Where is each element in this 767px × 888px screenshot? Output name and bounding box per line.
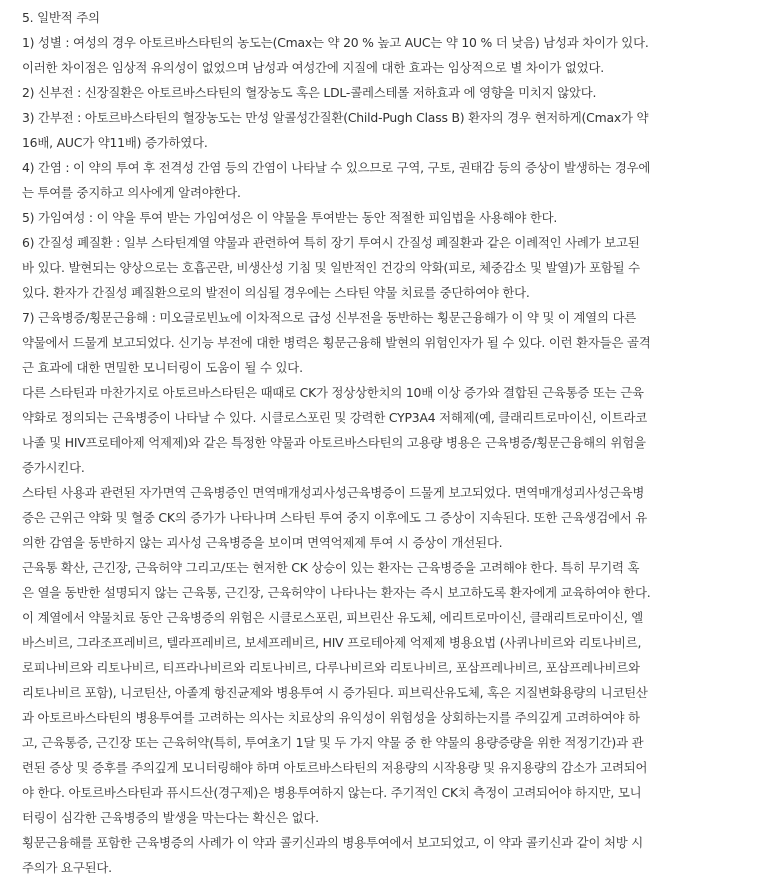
text-line: 증가시킨다. — [22, 460, 85, 475]
text-line: 4) 간염 : 이 약의 투여 후 전격성 간염 등의 간염이 나타날 수 있으므로 구역, 구토, 권태감 등의 증상이 발생하는 경우에 — [22, 160, 651, 175]
text-line: 바스비르, 그라조프레비르, 텔라프레비르, 보세프레비르, HIV 프로테아제 억제제 병용요법 (사퀴나비르와 리토나비르, — [22, 635, 642, 650]
text-line: 있다. 환자가 간질성 폐질환으로의 발전이 의심될 경우에는 스타틴 약물 치료를 중단하여야 한다. — [22, 285, 530, 300]
text-line: 7) 근육병증/횡문근융해 : 미오글로빈뇨에 이차적으로 급성 신부전을 동반하는 횡문근융해가 이 약 및 이 계열의 다른 — [22, 310, 636, 325]
section-title: 5. 일반적 주의 — [22, 10, 100, 25]
text-line: 근 효과에 대한 면밀한 모니터링이 도움이 될 수 있다. — [22, 360, 303, 375]
text-line: 이 계열에서 약물치료 동안 근육병증의 위험은 시클로스포린, 피브린산 유도체, 에리트로마이신, 클래리트로마이신, 엘 — [22, 610, 644, 625]
text-line: 야 한다. 아토르바스타틴과 퓨시드산(경구제)은 병용투여하지 않는다. 주기적인 CK치 측정이 고려되어야 하지만, 모니 — [22, 785, 642, 800]
text-line: 약물에서 드물게 보고되었다. 신기능 부전에 대한 병력은 횡문근융해 발현의 위험인자가 될 수 있다. 이런 환자들은 골격 — [22, 335, 651, 350]
text-line: 터링이 심각한 근육병증의 발생을 막는다는 확신은 없다. — [22, 810, 319, 825]
text-line: 2) 신부전 : 신장질환은 아토르바스타틴의 혈장농도 혹은 LDL-콜레스테롤 저하효과 에 영향을 미치지 않았다. — [22, 85, 597, 100]
text-line: 과 아토르바스타틴의 병용투여를 고려하는 의사는 치료상의 유익성이 위험성을 상회하는지를 주의깊게 고려하여야 하 — [22, 710, 640, 725]
text-line: 3) 간부전 : 아토르바스타틴의 혈장농도는 만성 알콜성간질환(Child-Pugh Class B) 환자의 경우 현저하게(Cmax가 약 — [22, 110, 649, 125]
text-line: 은 열을 동반한 설명되지 않는 근육통, 근긴장, 근육허약이 나타나는 환자는 즉시 보고하도록 환자에게 교육하여야 한다. — [22, 585, 651, 600]
text-line: 다른 스타틴과 마찬가지로 아토르바스타틴은 때때로 CK가 정상상한치의 10배 이상 증가와 결합된 근육통증 또는 근육 — [22, 385, 644, 400]
text-line: 의한 감염을 동반하지 않는 괴사성 근육병증을 보이며 면역억제제 투여 시 증상이 개선된다. — [22, 535, 503, 550]
text-line: 고, 근육통증, 근긴장 또는 근육허약(특히, 투여초기 1달 및 두 가지 약물 중 한 약물의 용량증량을 위한 적정기간)과 관 — [22, 735, 644, 750]
text-line: 련된 증상 및 증후를 주의깊게 모니터링해야 하며 아토르바스타틴의 저용량의 시작용량 및 유지용량의 감소가 고려되어 — [22, 760, 648, 775]
text-line: 스타틴 사용과 관련된 자가면역 근육병증인 면역매개성괴사성근육병증이 드물게 보고되었다. 면역매개성괴사성근육병 — [22, 485, 645, 500]
text-line: 이러한 차이점은 임상적 유의성이 없었으며 남성과 여성간에 지질에 대한 효과는 임상적으로 별 차이가 없었다. — [22, 60, 604, 75]
text-line: 바 있다. 발현되는 양상으로는 호흡곤란, 비생산성 기침 및 일반적인 건강의 악화(피로, 체중감소 및 발열)가 포함될 수 — [22, 260, 640, 275]
text-line: 5) 가임여성 : 이 약을 투여 받는 가임여성은 이 약물을 투여받는 동안 적절한 피임법을 사용해야 한다. — [22, 210, 558, 225]
text-line: 나졸 및 HIV프로테아제 억제제)와 같은 특정한 약물과 아토르바스타틴의 고용량 병용은 근육병증/횡문근융해의 위험을 — [22, 435, 646, 450]
text-line: 로피나비르와 리토나비르, 티프라나비르와 리토나비르, 다루나비르와 리토나비르, 포삼프레나비르, 포삼프레나비르와 — [22, 660, 640, 675]
text-line: 횡문근융해를 포함한 근육병증의 사례가 이 약과 콜키신과의 병용투여에서 보고되었고, 이 약과 콜키신과 같이 처방 시 — [22, 835, 644, 850]
text-line: 16배, AUC가 약11배) 증가하였다. — [22, 135, 208, 150]
text-line: 주의가 요구된다. — [22, 860, 112, 875]
text-line: 약화로 정의되는 근육병증이 나타날 수 있다. 시클로스포린 및 강력한 CYP3A4 저해제(예, 클래리트로마이신, 이트라코 — [22, 410, 648, 425]
text-line: 6) 간질성 폐질환 : 일부 스타틴계열 약물과 관련하여 특히 장기 투여시 간질성 폐질환과 같은 이례적인 사례가 보고된 — [22, 235, 640, 250]
text-line: 근육통 확산, 근긴장, 근육허약 그리고/또는 현저한 CK 상승이 있는 환자는 근육병증을 고려해야 한다. 특히 무기력 혹 — [22, 560, 640, 575]
text-line: 는 투여를 중지하고 의사에게 알려야한다. — [22, 185, 241, 200]
text-line: 증은 근위근 약화 및 혈중 CK의 증가가 나타나며 스타틴 투여 중지 이후에도 그 증상이 지속된다. 또한 근육생검에서 유 — [22, 510, 648, 525]
text-line: 1) 성별 : 여성의 경우 아토르바스타틴의 농도는(Cmax는 약 20 % 높고 AUC는 약 10 % 더 낮음) 남성과 차이가 있다. — [22, 35, 649, 50]
text-line: 리토나비르 포함), 니코틴산, 아졸계 항진균제와 병용투여 시 증가된다. 피브릭산유도체, 혹은 지질변화용량의 니코틴산 — [22, 685, 648, 700]
